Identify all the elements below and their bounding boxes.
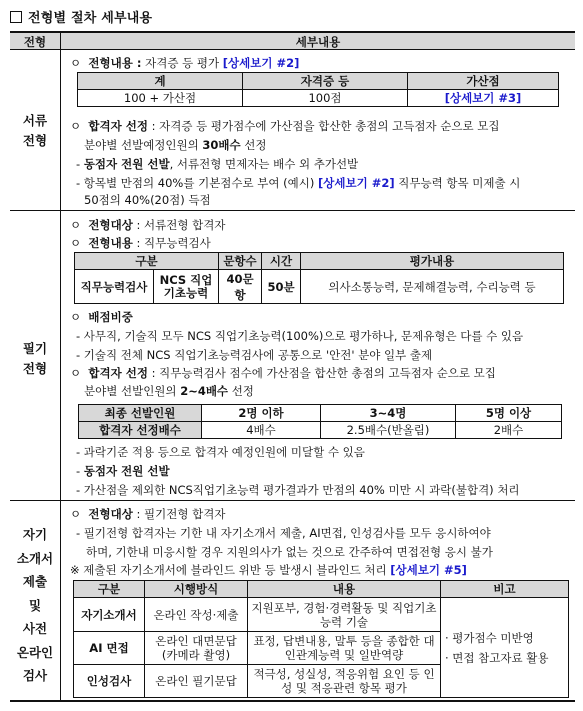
table-cell: 자기소개서 bbox=[74, 598, 145, 632]
table-cell: 40문항 bbox=[219, 270, 262, 304]
doc-note-base-score bbox=[76, 175, 520, 191]
table-header-cell: 내용 bbox=[248, 581, 441, 598]
written-selection-text: : 직무능력검사 점수에 가산점을 합산한 총점의 고득점자 순으로 모집 bbox=[147, 366, 496, 380]
table-header bbox=[10, 33, 575, 50]
table-cell: 온라인 대면문답 (카메라 촬영) bbox=[145, 632, 248, 665]
header-col-details: 세부내용 bbox=[295, 35, 341, 49]
written-selection-line bbox=[70, 365, 496, 381]
table-header-cell: 평가내용 bbox=[301, 253, 564, 270]
detail-link-2b[interactable]: [상세보기 #2] bbox=[318, 176, 395, 190]
text: 분야별 선발예정인원의 bbox=[84, 138, 203, 152]
stage-label-line: 자기 bbox=[22, 527, 48, 542]
text: 직무능력 항목 미제출 시 bbox=[394, 176, 521, 190]
written-test-table bbox=[74, 252, 564, 304]
text: - bbox=[76, 464, 84, 478]
table-cell: 합격자 선정배수 bbox=[79, 422, 202, 439]
doc-content-line bbox=[70, 55, 299, 71]
doc-content-key: 전형내용 : bbox=[88, 56, 142, 70]
table-header-cell: 계 bbox=[78, 73, 243, 90]
written-content-key: 전형내용 bbox=[88, 236, 133, 250]
text: 선정 bbox=[228, 384, 254, 398]
row-divider bbox=[10, 500, 575, 501]
table-cell: 표정, 답변내용, 말투 등을 종합한 대인관계능력 및 일반역량 bbox=[248, 632, 441, 665]
written-weight-line bbox=[70, 309, 133, 325]
doc-selection-key: 합격자 선정 bbox=[88, 119, 148, 133]
stage-label-line: 및 bbox=[28, 597, 42, 613]
table-header-cell: 자격증 등 bbox=[243, 73, 408, 90]
stage-label-line: 서류 bbox=[22, 113, 48, 128]
table-header-cell: 구분 bbox=[74, 581, 145, 598]
table-header-cell: 가산점 bbox=[408, 73, 559, 90]
written-note-tie bbox=[76, 463, 170, 479]
stage-label-document bbox=[10, 111, 60, 151]
bullet: ㅇ bbox=[70, 366, 82, 380]
table-cell: 100점 bbox=[243, 90, 408, 107]
bullet: ㅇ bbox=[70, 310, 82, 324]
table-header-cell: 3~4명 bbox=[321, 405, 456, 422]
doc-content-text: 자격증 등 평가 bbox=[141, 56, 223, 70]
text: - bbox=[76, 157, 84, 171]
intro-blind-note bbox=[70, 562, 467, 578]
stage-label-line: 전형 bbox=[22, 361, 48, 376]
tie-all-selected: 동점자 전원 선발 bbox=[83, 464, 170, 478]
bullet: ㅇ bbox=[70, 119, 82, 133]
doc-score-table bbox=[77, 72, 559, 107]
table-cell: AI 면접 bbox=[74, 632, 145, 665]
stage-label-intro bbox=[10, 523, 60, 688]
intro-target-key: 전형대상 bbox=[88, 507, 133, 521]
tie-all-selected: 동점자 전원 선발 bbox=[83, 157, 170, 171]
text: ※ 제출된 자기소개서에 블라인드 위반 등 발생시 블라인드 처리 bbox=[70, 563, 391, 577]
doc-note-tie bbox=[76, 156, 358, 172]
text: , 서류전형 면제자는 배수 외 추가선발 bbox=[169, 157, 359, 171]
bullet: ㅇ bbox=[70, 56, 82, 70]
title-text: 전형별 절차 세부내용 bbox=[28, 11, 153, 26]
text: 분야별 선발인원의 bbox=[84, 384, 181, 398]
written-selection-key: 합격자 선정 bbox=[88, 366, 148, 380]
written-target-line bbox=[70, 217, 225, 233]
table-header-cell: 5명 이상 bbox=[456, 405, 562, 422]
detail-link-3[interactable]: [상세보기 #3] bbox=[408, 90, 559, 107]
written-weight-key: 배점비중 bbox=[88, 310, 133, 324]
multiple-30: 30배수 bbox=[202, 138, 241, 152]
remark-line: · 평가점수 미반영 bbox=[445, 630, 534, 645]
stage-label-line: 필기 bbox=[22, 341, 48, 356]
header-col-stage: 전형 bbox=[23, 35, 47, 49]
table-header-cell: 문항수 bbox=[219, 253, 262, 270]
stage-label-line: 사전 bbox=[22, 621, 48, 636]
stage-label-line: 소개서 bbox=[16, 550, 54, 566]
page-title bbox=[10, 7, 152, 26]
stage-label-written bbox=[10, 339, 60, 379]
table-header-cell: 시간 bbox=[262, 253, 301, 270]
written-target-text: : 서류전형 합격자 bbox=[132, 218, 226, 232]
table-cell: 100 + 가산점 bbox=[78, 90, 243, 107]
intro-note-line-1: - 필기전형 합격자는 기한 내 자기소개서 제출, AI면접, 인성검사를 모두 응시하여야 bbox=[76, 526, 491, 540]
table-header-cell: 2명 이하 bbox=[202, 405, 321, 422]
written-target-key: 전형대상 bbox=[88, 218, 133, 232]
detail-link-5[interactable]: [상세보기 #5] bbox=[390, 563, 467, 577]
bullet: ㅇ bbox=[70, 507, 82, 521]
table-cell: 인성검사 bbox=[74, 665, 145, 698]
intro-target-text: : 필기전형 합격자 bbox=[132, 507, 226, 521]
written-note-cutoff: - 과락기준 적용 등으로 합격자 예정인원에 미달할 수 있음 bbox=[76, 445, 365, 459]
table-header-cell: 구분 bbox=[75, 253, 219, 270]
remarks-cell bbox=[441, 598, 569, 698]
table-cell: 온라인 필기문답 bbox=[145, 665, 248, 698]
stage-label-line: 온라인 bbox=[16, 644, 54, 660]
table-cell: 4배수 bbox=[202, 422, 321, 439]
intro-test-table bbox=[73, 580, 569, 698]
row-divider bbox=[10, 210, 575, 211]
intro-target-line bbox=[70, 506, 225, 522]
doc-selection-line-2 bbox=[84, 137, 267, 153]
remark-line: · 면접 참고자료 활용 bbox=[445, 650, 549, 665]
table-header-cell: 비고 bbox=[441, 581, 569, 598]
checkbox-square-icon bbox=[10, 11, 22, 23]
table-header-cell: 시행방식 bbox=[145, 581, 248, 598]
table-cell: NCS 직업 기초능력 bbox=[154, 270, 219, 304]
table-cell: 2.5배수(반올림) bbox=[321, 422, 456, 439]
procedure-table bbox=[10, 31, 575, 702]
written-content-text: : 직무능력검사 bbox=[132, 236, 211, 250]
bullet: ㅇ bbox=[70, 236, 82, 250]
bullet: ㅇ bbox=[70, 218, 82, 232]
text: 선정 bbox=[240, 138, 267, 152]
doc-note-base-score-2 bbox=[84, 192, 211, 208]
detail-link-2[interactable]: [상세보기 #2] bbox=[222, 56, 300, 70]
stage-label-line: 검사 bbox=[22, 668, 48, 683]
table-cell: 온라인 작성·제출 bbox=[145, 598, 248, 632]
table-cell: 2배수 bbox=[456, 422, 562, 439]
text: - 항목별 만점의 40%를 기본점수로 부여 (예시) bbox=[76, 176, 319, 190]
written-weight-note-2: - 기술직 전체 NCS 직업기초능력검사에 공통으로 '안전' 분야 일부 출제 bbox=[76, 348, 433, 362]
written-note-fail: - 가산점을 제외한 NCS직업기초능력 평가결과가 만점의 40% 미만 시 과락(불합격) 처리 bbox=[76, 483, 520, 497]
multiple-2-4: 2~4배수 bbox=[180, 384, 229, 398]
selection-multiple-table bbox=[78, 404, 562, 439]
written-selection-line-2 bbox=[84, 383, 254, 399]
table-cell: 적극성, 성실성, 적응위험 요인 등 인성 및 적응관련 항목 평가 bbox=[248, 665, 441, 698]
table-cell: 지원포부, 경험·경력활동 및 직업기초능력 기술 bbox=[248, 598, 441, 632]
doc-selection-text: : 자격증 등 평가점수에 가산점을 합산한 총점의 고득점자 순으로 모집 bbox=[147, 119, 500, 133]
intro-note-line-2: 하며, 기한내 미응시할 경우 지원의사가 없는 것으로 간주하여 면접전형 응시 불가 bbox=[86, 545, 493, 559]
column-divider bbox=[60, 33, 61, 700]
written-content-line bbox=[70, 235, 211, 251]
table-cell: 50분 bbox=[262, 270, 301, 304]
text: 50점의 40%(20점) 득점 bbox=[84, 193, 211, 207]
doc-selection-line bbox=[70, 118, 499, 134]
written-weight-note-1: - 사무직, 기술직 모두 NCS 직업기초능력(100%)으로 평가하나, 문제유형은 다를 수 있음 bbox=[76, 329, 524, 343]
table-header-cell: 최종 선발인원 bbox=[79, 405, 202, 422]
table-cell: 직무능력검사 bbox=[75, 270, 154, 304]
stage-label-line: 전형 bbox=[22, 133, 48, 148]
table-cell: 의사소통능력, 문제해결능력, 수리능력 등 bbox=[301, 270, 564, 304]
stage-label-line: 제출 bbox=[22, 574, 48, 589]
